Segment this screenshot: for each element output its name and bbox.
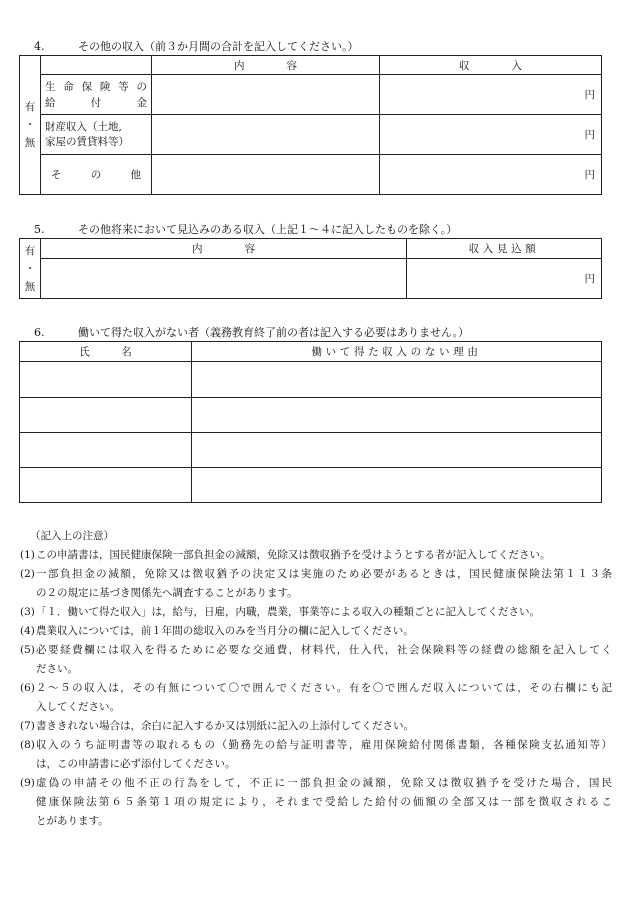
section5-heading: [34, 221, 457, 237]
note-line: 書ききれない場合は，余白に記入するか又は別紙に記入の上添付してください。: [36, 720, 414, 732]
section4-header-income: 収 入: [380, 56, 602, 75]
note-body: [36, 641, 612, 679]
section5-yumu-no: 無: [24, 280, 36, 293]
note-prefix: (3): [20, 606, 35, 618]
note-line: 収入のうち証明書等の取れるもの（勤務先の給与証明書等，雇用保険給付関係書類，各種保険支払通知等）: [36, 739, 612, 751]
section4-row3-content-field[interactable]: [152, 155, 380, 195]
note-prefix: (4): [20, 625, 35, 637]
table-row: [20, 362, 602, 398]
section6-row4-name-field[interactable]: [20, 468, 192, 503]
section6-row2-reason-field[interactable]: [192, 398, 602, 433]
note-prefix: (8): [20, 739, 35, 751]
note-item: [20, 736, 612, 774]
note-line: 虚偽の申請その他不正の行為をして，不正に一部負担金の減額，免除又は徴収猶予を受けた場合，国民: [36, 777, 612, 789]
section6-title: 働いて得た収入がない者（義務教育終了前の者は記入する必要はありません。）: [78, 326, 470, 339]
note-prefix: (5): [20, 644, 35, 656]
note-prefix: (7): [20, 720, 35, 732]
section4-row1-label: [41, 75, 152, 115]
section4-yumu-cell[interactable]: [20, 56, 41, 195]
section4-row3-income-field[interactable]: 円: [380, 155, 602, 195]
note-body: [36, 679, 612, 717]
section5-header-amount: 収入見込額: [407, 239, 602, 259]
section4-row1-content-field[interactable]: [152, 75, 380, 115]
section4-header-content: 内 容: [152, 56, 380, 75]
note-item: [20, 546, 612, 565]
notes-list: [20, 546, 612, 831]
section5-header-content: 内 容: [41, 239, 407, 259]
section4-yumu-yes: 有: [24, 101, 36, 113]
note-line: 必要経費欄には収入を得るために必要な交通費，材料代，仕入代，社会保険料等の経費の総額を記入してく: [36, 644, 612, 656]
table-row: [20, 433, 602, 468]
section6-row1-name-field[interactable]: [20, 362, 192, 398]
section5-yumu-cell[interactable]: [20, 239, 41, 299]
note-line: 農業収入については，前１年間の総収入のみを当月分の欄に記入してください。: [36, 625, 414, 637]
note-body: [36, 622, 612, 641]
note-body: [36, 565, 612, 603]
section4-row3-label-line1: その他: [51, 168, 141, 181]
table-row: [20, 468, 602, 503]
note-line: 「１．働いて得た収入」は，給与，日雇，内職，農業，事業等による収入の種類ごとに記入してください。: [36, 606, 540, 618]
section5-content-field[interactable]: [41, 259, 407, 299]
section6-row2-name-field[interactable]: [20, 398, 192, 433]
section4-number: 4.: [34, 40, 45, 53]
section4-title: その他の収入（前３か月間の合計を記入してください。）: [78, 40, 359, 53]
section4-header-blank: [41, 56, 152, 75]
note-body: [36, 603, 612, 622]
notes-section: [20, 527, 612, 831]
note-line: ２～５の収入は，その有無について〇で囲んでください。有を〇で囲んだ収入については，その右欄にも記: [36, 682, 612, 694]
note-item: [20, 679, 612, 717]
note-prefix: (9): [20, 777, 35, 789]
table-row: [20, 398, 602, 433]
section5-yumu-dot: ・: [24, 262, 36, 275]
note-line: 一部負担金の減額，免除又は徴収猶予の決定又は実施のため必要があるときは，国民健康保険法第１１３条: [36, 568, 612, 580]
section5-amount-field[interactable]: 円: [407, 259, 602, 299]
section5-table: [19, 238, 602, 299]
section4-heading: [34, 38, 359, 54]
section6-row3-reason-field[interactable]: [192, 433, 602, 468]
section6-row4-reason-field[interactable]: [192, 468, 602, 503]
section5-yumu-yes: 有: [24, 244, 36, 257]
section6-row1-reason-field[interactable]: [192, 362, 602, 398]
note-line: とがあります。: [36, 815, 109, 827]
note-body: [36, 774, 612, 831]
section4-table: [19, 55, 602, 195]
note-line: ださい。: [36, 663, 78, 675]
note-body: [36, 736, 612, 774]
section6-row3-name-field[interactable]: [20, 433, 192, 468]
note-item: [20, 641, 612, 679]
section4-row3-label: [41, 155, 152, 195]
section6-header-name: 氏 名: [20, 342, 192, 362]
note-line: の２の規定に基づき関係先へ調査することがあります。: [36, 587, 298, 599]
section5-title: その他将来において見込みのある収入（上記１～４に記入したものを除く。）: [78, 223, 458, 236]
note-item: [20, 603, 612, 622]
note-item: [20, 774, 612, 831]
section6-heading: [34, 324, 469, 340]
section4-row2-income-field[interactable]: 円: [380, 115, 602, 155]
note-item: [20, 565, 612, 603]
section6-number: 6.: [34, 326, 45, 339]
note-body: [36, 717, 612, 736]
section6-table: [19, 341, 602, 503]
note-prefix: (1): [20, 549, 35, 561]
note-item: [20, 717, 612, 736]
notes-title: （記入上の注意）: [30, 530, 114, 542]
section4-row2-label-line1: 財産収入（土地,: [45, 120, 122, 133]
note-body: [36, 546, 612, 565]
section6-header-reason: 働いて得た収入のない理由: [192, 342, 602, 362]
note-item: [20, 622, 612, 641]
section4-row1-income-field[interactable]: 円: [380, 75, 602, 115]
note-line: 入してください。: [36, 701, 120, 713]
note-prefix: (6): [20, 682, 35, 694]
note-line: は，この申請書に必ず添付してください。: [36, 758, 236, 770]
section4-row1-label-line2: 給付金: [45, 96, 147, 109]
section4-row2-label-line2: 家屋の賃貸料等）: [45, 135, 129, 148]
section4-yumu-no: 無: [24, 137, 36, 149]
section4-row2-label: [41, 115, 152, 155]
note-line: 健康保険法第６５条第１項の規定により，それまで受給した給付の価額の全部又は一部を徴収されるこ: [36, 796, 612, 808]
section5-number: 5.: [34, 223, 45, 236]
section4-row2-content-field[interactable]: [152, 115, 380, 155]
section4-row1-label-line1: 生命保険等の: [45, 80, 147, 93]
note-prefix: (2): [20, 568, 35, 580]
section4-yumu-dot: ・: [24, 119, 36, 131]
note-line: この申請書は，国民健康保険一部負担金の減額，免除又は徴収猶予を受けようとする者が記入してください。: [36, 549, 551, 561]
